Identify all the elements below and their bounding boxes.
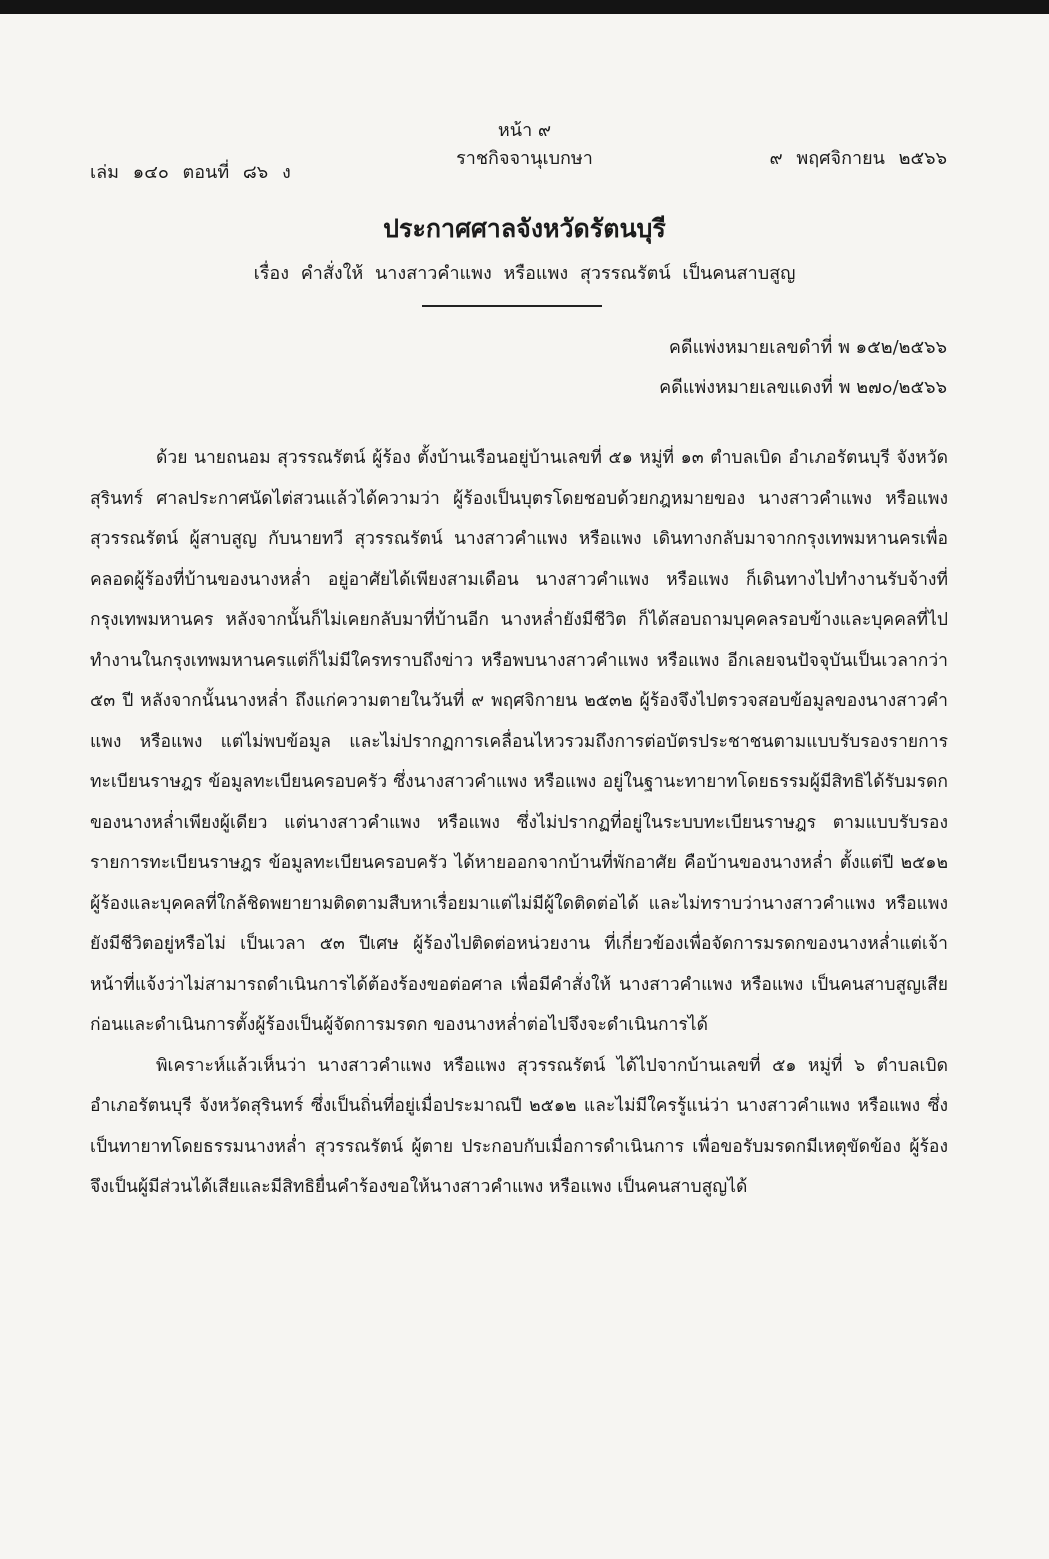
paragraph-facts: ด้วย นายถนอม สุวรรณรัตน์ ผู้ร้อง ตั้งบ้านเรือนอยู่บ้านเลขที่ ๕๑ หมู่ที่ ๑๓ ตำบลเบิด อำเภอรัตนบุรี จังหวัดสุรินทร์ ศาลประกาศนัดไต่สวนแล้วได้ความว่า ผู้ร้องเป็นบุตรโดยชอบด้วยกฎหมายของ นางสาวคำแพง หรือแพง สุวรรณรัตน์ ผู้สาบสูญ กับนายทวี สุวรรณรัตน์ นางสาวคำแพง หรือแพง เดินทางกลับมาจากกรุงเทพมหานครเพื่อคลอดผู้ร้องที่บ้านของนางหล่ำ อยู่อาศัยได้เพียงสามเดือน นางสาวคำแพง หรือแพง ก็เดินทางไปทำงานรับจ้างที่กรุงเทพมหานคร หลังจากนั้นก็ไม่เคยกลับมาที่บ้านอีก นางหล่ำยังมีชีวิต ก็ได้สอบถามบุคคลรอบข้างและบุคคลที่ไปทำงานในกรุงเทพมหานครแต่ก็ไม่มีใครทราบถึงข่าว หรือพบนางสาวคำแพง หรือแพง อีกเลยจนปัจจุบันเป็นเวลากว่า ๕๓ ปี หลังจากนั้นนางหล่ำ ถึงแก่ความตายในวันที่ ๙ พฤศจิกายน ๒๕๓๒ ผู้ร้องจึงไปตรวจสอบข้อมูลของนางสาวคำแพง หรือแพง แต่ไม่พบข้อมูล และไม่ปรากฏการเคลื่อนไหวรวมถึงการต่อบัตรประชาชนตามแบบรับรองรายการทะเบียนราษฎร ข้อมูลทะเบียนครอบครัว ซึ่งนางสาวคำแพง หรือแพง อยู่ในฐานะทายาทโดยธรรมผู้มีสิทธิได้รับมรดก ของนางหล่ำเพียงผู้เดียว แต่นางสาวคำแพง หรือแพง ซึ่งไม่ปรากฏที่อยู่ในระบบทะเบียนราษฎร ตามแบบรับรองรายการทะเบียนราษฎร ข้อมูลทะเบียนครอบครัว ได้หายออกจากบ้านที่พักอาศัย คือบ้านของนางหล่ำ ตั้งแต่ปี ๒๕๑๒ ผู้ร้องและบุคคลที่ใกล้ชิดพยายามติดตามสืบหาเรื่อยมาแต่ไม่มีผู้ใดติดต่อได้ และไม่ทราบว่านางสาวคำแพง หรือแพง ยังมีชีวิตอยู่หรือไม่ เป็นเวลา ๕๓ ปีเศษ ผู้ร้องไปติดต่อหน่วยงาน ที่เกี่ยวข้องเพื่อจัดการมรดกของนางหล่ำแต่เจ้าหน้าที่แจ้งว่าไม่สามารถดำเนินการได้ต้องร้องขอต่อศาล เพื่อมีคำสั่งให้ นางสาวคำแพง หรือแพง เป็นคนสาบสูญเสียก่อนและดำเนินการตั้งผู้ร้องเป็นผู้จัดการมรดก ของนางหล่ำต่อไปจึงจะดำเนินการได้ xyxy=(90,448,948,1035)
publication-date: ๙ พฤศจิกายน ๒๕๖๖ xyxy=(769,148,947,169)
title-divider xyxy=(422,305,602,307)
scan-top-edge xyxy=(0,0,1049,14)
page-number: หน้า ๙ xyxy=(497,120,552,141)
gazette-name: ราชกิจจานุเบกษา xyxy=(456,148,593,169)
paragraph-court-finding: พิเคราะห์แล้วเห็นว่า นางสาวคำแพง หรือแพง สุวรรณรัตน์ ได้ไปจากบ้านเลขที่ ๕๑ หมู่ที่ ๖ ตำบลเบิด อำเภอรัตนบุรี จังหวัดสุรินทร์ ซึ่งเป็นถิ่นที่อยู่เมื่อประมาณปี ๒๕๑๒ และไม่มีใครรู้แน่ว่า นางสาวคำแพง หรือแพง ซึ่งเป็นทายาทโดยธรรมนางหล่ำ สุวรรณรัตน์ ผู้ตาย ประกอบกับเมื่อการดำเนินการ เพื่อขอรับมรดกมีเหตุขัดข้อง ผู้ร้องจึงเป็นผู้มีส่วนได้เสียและมีสิทธิยื่นคำร้องขอให้นางสาวคำแพง หรือแพง เป็นคนสาบสูญได้ xyxy=(90,1055,948,1197)
gazette-page xyxy=(0,14,1049,1559)
announcement-subject: เรื่อง คำสั่งให้ นางสาวคำแพง หรือแพง สุวรรณรัตน์ เป็นคนสาบสูญ xyxy=(253,263,796,284)
volume-issue: เล่ม ๑๔๐ ตอนที่ ๘๖ ง xyxy=(90,162,291,183)
black-case-number: คดีแพ่งหมายเลขดำที่ พ ๑๕๒/๒๕๖๖ xyxy=(668,337,947,358)
announcement-body xyxy=(90,438,948,1208)
announcement-title: ประกาศศาลจังหวัดรัตนบุรี xyxy=(383,214,666,243)
red-case-number: คดีแพ่งหมายเลขแดงที่ พ ๒๗๐/๒๕๖๖ xyxy=(659,377,947,398)
